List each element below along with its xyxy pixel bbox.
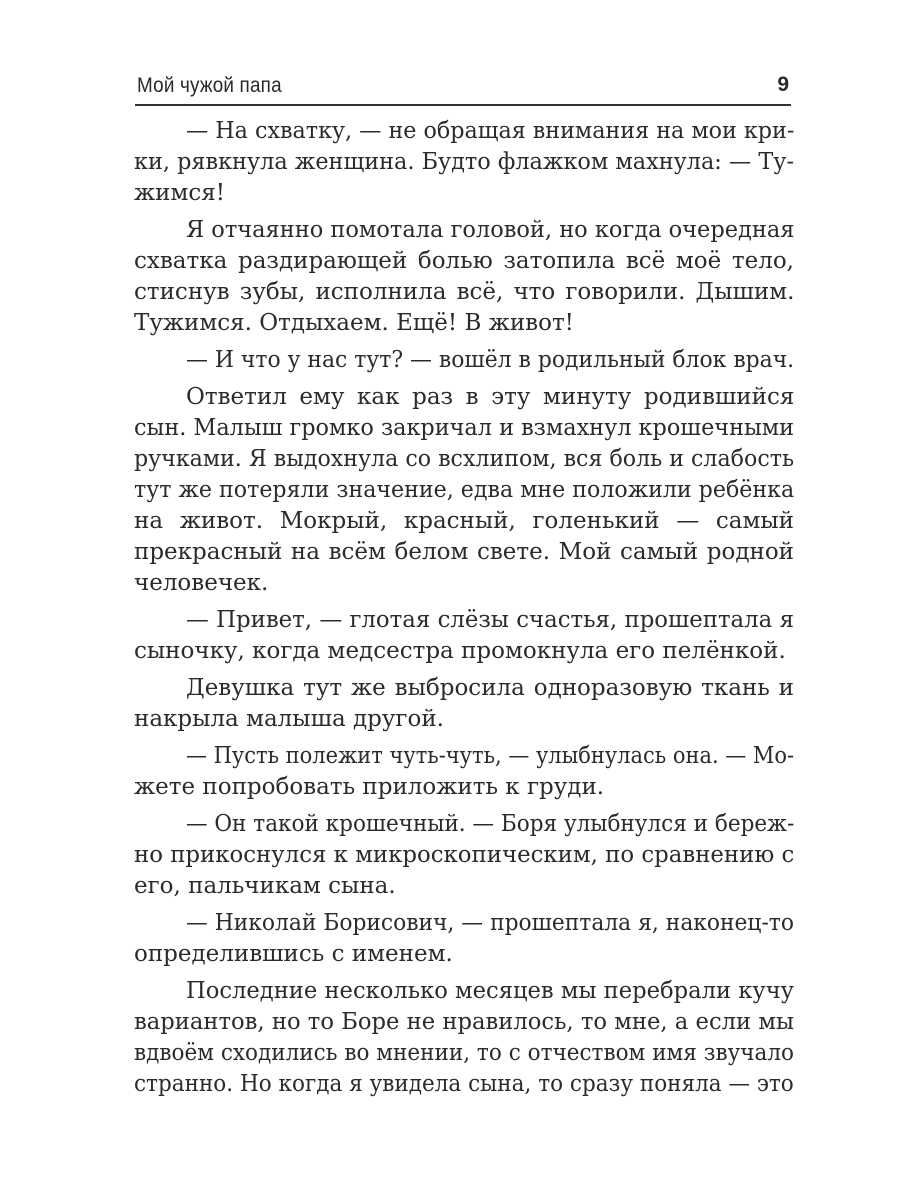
text-line: человечек. bbox=[134, 570, 269, 596]
text-line: определившись с именем. bbox=[134, 941, 453, 967]
paragraph bbox=[134, 382, 794, 599]
text-line: на живот. Мокрый, красный, голенький — самый bbox=[134, 508, 794, 534]
text-line: но прикоснулся к микроскопическим, по сравнению с bbox=[134, 842, 795, 868]
text-line: странно. Но когда я увидела сына, то сразу поняла — это bbox=[134, 1071, 794, 1097]
text-line: Я отчаянно помотала головой, но когда очередная bbox=[186, 217, 795, 243]
running-header bbox=[135, 72, 791, 106]
text-line: накрыла малыша другой. bbox=[134, 706, 444, 732]
paragraph bbox=[134, 673, 794, 735]
paragraph bbox=[134, 345, 794, 376]
text-line: — И что у нас тут? — вошёл в родильный блок врач. bbox=[186, 347, 795, 373]
text-line: вариантов, но то Боре не нравилось, то мне, а если мы bbox=[134, 1009, 795, 1035]
paragraph bbox=[134, 908, 794, 970]
text-line: — Он такой крошечный. — Боря улыбнулся и береж- bbox=[186, 811, 795, 837]
text-line: Последние несколько месяцев мы перебрали кучу bbox=[186, 978, 794, 1004]
book-title: Мой чужой папа bbox=[137, 74, 282, 97]
paragraph bbox=[134, 741, 794, 803]
text-line: прекрасный на всём белом свете. Мой самый родной bbox=[134, 539, 794, 565]
paragraph bbox=[134, 215, 794, 339]
text-line: тут же потеряли значение, едва мне положили ребёнка bbox=[134, 477, 795, 503]
text-line: ки, рявкнула женщина. Будто флажком махнула: — Ту- bbox=[134, 149, 795, 175]
paragraph bbox=[134, 605, 794, 667]
text-line: жимся! bbox=[134, 180, 226, 206]
paragraph bbox=[134, 976, 794, 1100]
text-line: — На схватку, — не обращая внимания на мои кри- bbox=[186, 118, 795, 144]
text-line: его, пальчикам сына. bbox=[134, 873, 396, 899]
text-line: — Николай Борисович, — прошептала я, наконец-то bbox=[186, 910, 794, 936]
text-line: схватка раздирающей болью затопила всё моё тело, bbox=[134, 248, 794, 274]
paragraph bbox=[134, 809, 794, 902]
text-line: сын. Малыш громко закричал и взмахнул крошечными bbox=[134, 415, 795, 441]
text-line: — Пусть полежит чуть-чуть, — улыбнулась она. — Мо- bbox=[186, 743, 795, 769]
body-text bbox=[134, 116, 794, 1106]
text-line: — Привет, — глотая слёзы счастья, прошептала я bbox=[186, 607, 794, 633]
text-line: сыночку, когда медсестра промокнула его пелёнкой. bbox=[134, 638, 786, 664]
paragraph bbox=[134, 116, 794, 209]
text-line: стиснув зубы, исполнила всё, что говорили. Дышим. bbox=[134, 279, 795, 305]
text-line: Ответил ему как раз в эту минуту родившийся bbox=[186, 384, 795, 410]
text-line: Тужимся. Отдыхаем. Ещё! В живот! bbox=[134, 310, 574, 336]
text-line: Девушка тут же выбросила одноразовую ткань и bbox=[186, 675, 794, 701]
text-line: вдвоём сходились во мнении, то с отчеством имя звучало bbox=[134, 1040, 795, 1066]
text-line: ручками. Я выдохнула со всхлипом, вся боль и слабость bbox=[134, 446, 795, 472]
text-line: жете попробовать приложить к груди. bbox=[134, 774, 605, 800]
page-number: 9 bbox=[777, 73, 789, 96]
